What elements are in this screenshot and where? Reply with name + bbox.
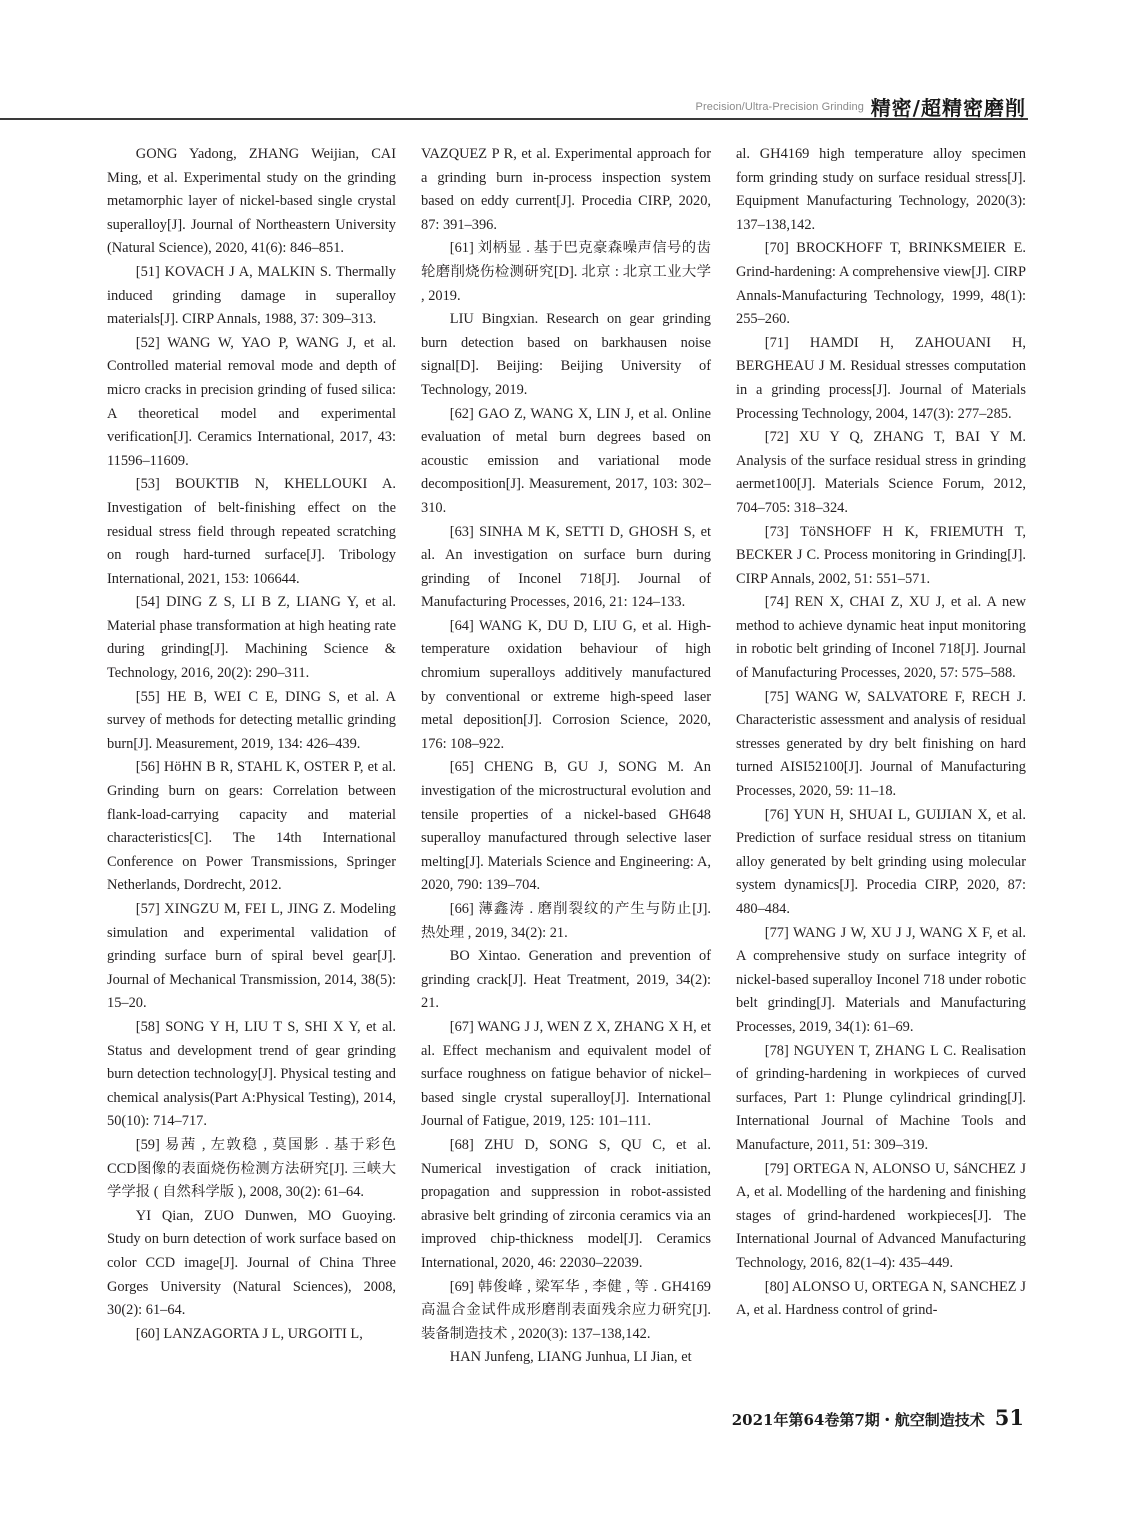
reference-entry: YI Qian, ZUO Dunwen, MO Guoying. Study on burn detection of work surface based on color CCD image[J]. Journal of China Three Gorges University (Natural Sciences), 2008, 30(2): 61–64. — [107, 1207, 396, 1319]
reference-entry: [55] HE B, WEI C E, DING S, et al. A survey of methods for detecting metallic grinding burn[J]. Measurement, 2019, 134: 426–439. — [107, 688, 396, 752]
reference-entry: [51] KOVACH J A, MALKIN S. Thermally induced grinding damage in superalloy materials[J]. CIRP Annals, 1988, 37: 309–313. — [107, 263, 396, 328]
reference-entry: [67] WANG J J, WEN Z X, ZHANG X H, et al. Effect mechanism and equivalent model of surface roughness on fatigue behavior of nickel–based single crystal superalloy[J]. International Journal of Fatigue, 2019, 125: 101–111. — [421, 1018, 711, 1130]
reference-entry: [76] YUN H, SHUAI L, GUIJIAN X, et al. Prediction of surface residual stress on titanium alloy generated by belt grinding using molecular system dynamics[J]. Procedia CIRP, 2020, 87: 480–484. — [736, 806, 1026, 917]
reference-entry: [64] WANG K, DU D, LIU G, et al. High-temperature oxidation behaviour of high chromium superalloys additively manufactured by conventional or extreme high-speed laser metal deposition[J]. Corrosion Science, 2020, 176: 108–922. — [421, 617, 711, 752]
reference-columns — [107, 143, 1026, 1370]
reference-entry: [61] 刘柄显 . 基于巴克豪森噪声信号的齿轮磨削烧伤检测研究[D]. 北京 : 北京工业大学 , 2019. — [421, 240, 711, 304]
reference-entry: [54] DING Z S, LI B Z, LIANG Y, et al. Material phase transformation at high heating rate during grinding[J]. Machining Science & Technology, 2016, 20(2): 290–311. — [107, 594, 396, 682]
reference-entry: [60] LANZAGORTA J L, URGOITI L, — [135, 1325, 363, 1342]
reference-entry: VAZQUEZ P R, et al. Experimental approach for a grinding burn in-process inspection system based on eddy current[J]. Procedia CIRP, 2020, 87: 391–396. — [421, 146, 711, 233]
reference-entry: [59] 易茜 , 左敦稳 , 莫国影 . 基于彩色CCD图像的表面烧伤检测方法研究[J]. 三峡大学学报 ( 自然科学版 ), 2008, 30(2): 61–64. — [107, 1136, 396, 1201]
running-header-english: Precision/Ultra-Precision Grinding — [695, 101, 864, 113]
reference-entry: HAN Junfeng, LIANG Junhua, LI Jian, et — [449, 1349, 692, 1366]
reference-entry: GONG Yadong, ZHANG Weijian, CAI Ming, et al. Experimental study on the grinding metamorphic layer of nickel-based single crystal superalloy[J]. Journal of Northeastern University (Natural Science), 2020, 41(6): 846–851. — [107, 146, 396, 257]
reference-entry: [62] GAO Z, WANG X, LIN J, et al. Online evaluation of metal burn degrees based on acoustic emission and variational mode decomposition[J]. Measurement, 2017, 103: 302–310. — [421, 405, 711, 516]
reference-entry: LIU Bingxian. Research on gear grinding burn detection based on barkhausen noise signal[D]. Beijing: Beijing University of Technology, 2019. — [421, 311, 711, 398]
reference-entry: [56] HöHN B R, STAHL K, OSTER P, et al. Grinding burn on gears: Correlation between flank-load-carrying capacity and material characteristics[C]. The 14th International Conference on Power Transmissions, Springer Netherlands, Dordrecht, 2012. — [107, 759, 396, 894]
reference-entry: [65] CHENG B, GU J, SONG M. An investigation of the microstructural evolution and tensile properties of a nickel-based GH648 superalloy manufactured through selective laser melting[J]. Materials Science and Engineering: A, 2020, 790: 139–704. — [421, 759, 711, 894]
reference-entry: [75] WANG W, SALVATORE F, RECH J. Characteristic assessment and analysis of residual stresses generated by dry belt finishing on hard turned AISI52100[J]. Journal of Manufacturing Processes, 2020, 59: 11–18. — [736, 688, 1026, 800]
reference-entry: [72] XU Y Q, ZHANG T, BAI Y M. Analysis of the surface residual stress in grinding aermet100[J]. Materials Science Forum, 2012, 704–705: 318–324. — [736, 429, 1026, 516]
reference-entry: [53] BOUKTIB N, KHELLOUKI A. Investigation of belt-finishing effect on the residual stress field through repeated scratching on rough hard-turned surface[J]. Tribology International, 2021, 153: 106644. — [107, 476, 396, 587]
reference-entry: [52] WANG W, YAO P, WANG J, et al. Controlled material removal mode and depth of micro cracks in precision grinding of fused silica: A theoretical model and experimental verification[J]. Ceramics International, 2017, 43: 11596–11609. — [107, 334, 396, 469]
column-left — [107, 143, 396, 1370]
footer-journal: 2021年第64卷第7期・航空制造技术 — [731, 1411, 985, 1429]
reference-entry: [77] WANG J W, XU J J, WANG X F, et al. A comprehensive study on surface integrity of nickel-based superalloy Inconel 718 under robotic belt grinding[J]. Materials and Manufacturing Processes, 2019, 34(1): 61–69. — [736, 924, 1026, 1035]
reference-entry: [79] ORTEGA N, ALONSO U, SáNCHEZ J A, et al. Modelling of the hardening and finishing stages of grind-hardened workpieces[J]. The International Journal of Advanced Manufacturing Technology, 2016, 82(1–4): 435–449. — [736, 1160, 1026, 1271]
reference-entry: [57] XINGZU M, FEI L, JING Z. Modeling simulation and experimental validation of grinding surface burn of spiral bevel gear[J]. Journal of Mechanical Transmission, 2014, 38(5): 15–20. — [107, 901, 396, 1012]
running-header-chinese: 精密/超精密磨削 — [870, 96, 1026, 120]
column-middle — [421, 143, 711, 1370]
reference-entry: [73] TöNSHOFF H K, FRIEMUTH T, BECKER J C. Process monitoring in Grinding[J]. CIRP Annals, 2002, 51: 551–571. — [736, 523, 1026, 587]
reference-entry: [63] SINHA M K, SETTI D, GHOSH S, et al. An investigation on surface burn during grinding of Inconel 718[J]. Journal of Manufacturing Processes, 2016, 21: 124–133. — [421, 523, 711, 611]
reference-entry: [68] ZHU D, SONG S, QU C, et al. Numerical investigation of crack initiation, propagation and suppression in robot-assisted abrasive belt grinding of zirconia ceramics via an improved chip-thickness model[J]. Ceramics International, 2020, 46: 22030–22039. — [421, 1136, 711, 1271]
reference-entry: [78] NGUYEN T, ZHANG L C. Realisation of grinding-hardening in workpieces of curved surfaces, Part 1: Plunge cylindrical grinding[J]. International Journal of Machine Tools and Manufacture, 2011, 51: 309–319. — [736, 1042, 1026, 1153]
reference-entry: [66] 薄鑫涛 . 磨削裂纹的产生与防止[J]. 热处理 , 2019, 34(2): 21. — [421, 901, 711, 941]
reference-entry: [58] SONG Y H, LIU T S, SHI X Y, et al. Status and development trend of gear grinding burn detection technology[J]. Physical testing and chemical analysis(Part A:Physical Testing), 2014, 50(10): 714–717. — [107, 1018, 396, 1130]
reference-entry: [70] BROCKHOFF T, BRINKSMEIER E. Grind-hardening: A comprehensive view[J]. CIRP Annals-Manufacturing Technology, 1999, 48(1): 255–260. — [736, 240, 1026, 328]
page-footer — [732, 1405, 1024, 1430]
reference-entry: [74] REN X, CHAI Z, XU J, et al. A new method to achieve dynamic heat input monitoring in robotic belt grinding of Inconel 718[J]. Journal of Manufacturing Processes, 2020, 57: 575–588. — [736, 594, 1026, 682]
column-right — [736, 143, 1026, 1370]
reference-entry: al. GH4169 high temperature alloy specimen form grinding study on surface residual stress[J]. Equipment Manufacturing Technology, 2020(3): 137–138,142. — [736, 146, 1026, 233]
reference-entry: [71] HAMDI H, ZAHOUANI H, BERGHEAU J M. Residual stresses computation in a grinding process[J]. Journal of Materials Processing Technology, 2004, 147(3): 277–285. — [736, 334, 1026, 422]
reference-entry: [80] ALONSO U, ORTEGA N, SANCHEZ J A, et al. Hardness control of grind- — [736, 1278, 1026, 1319]
reference-entry: [69] 韩俊峰 , 梁军华 , 李健 , 等 . GH4169高温合金试件成形磨削表面残余应力研究[J]. 装备制造技术 , 2020(3): 137–138,142. — [421, 1278, 711, 1342]
page-number: 51 — [994, 1405, 1024, 1430]
reference-entry: BO Xintao. Generation and prevention of grinding crack[J]. Heat Treatment, 2019, 34(2): 21. — [421, 948, 711, 1012]
